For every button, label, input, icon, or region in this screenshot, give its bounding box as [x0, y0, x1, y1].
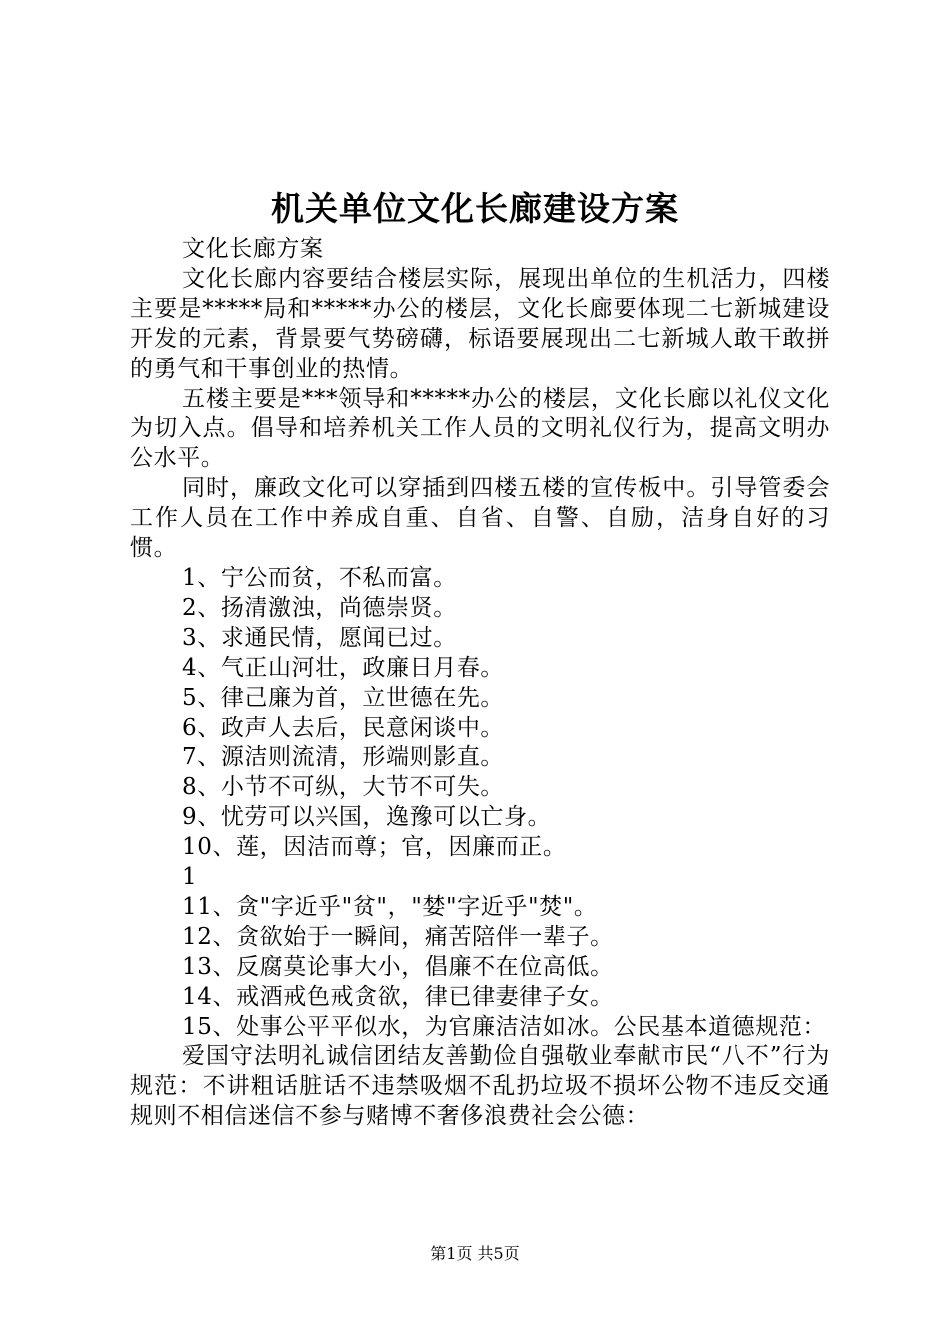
slogan-item: 9、忧劳可以兴国，逸豫可以亡身。 — [182, 804, 552, 831]
paragraph: 文化长廊内容要结合楼层实际，展现出单位的生机活力，四楼主要是*****局和*****办公的楼层，文化长廊要体现二七新城建设开发的元素，背景要气势磅礴，标语要展现出二七新城人敢干敢拼的勇气和干事创业的热情。 — [130, 265, 830, 382]
slogan-item: 7、源洁则流清，形端则影直。 — [182, 744, 505, 771]
document-title: 机关单位文化长廊建设方案 — [271, 189, 679, 228]
slogan-item: 10、莲，因洁而尊；官，因廉而正。 — [182, 834, 567, 861]
paragraph: 五楼主要是***领导和*****办公的楼层，文化长廊以礼仪文化为切入点。倡导和培养机关工作人员的文明礼仪行为，提高文明办公水平。 — [130, 385, 830, 472]
slogan-item: 6、政声人去后，民意闲谈中。 — [182, 714, 505, 741]
slogan-item: 1、宁公而贫，不私而富。 — [182, 564, 457, 591]
slogan-item: 12、贪欲始于一瞬间，痛苦陪伴一辈子。 — [182, 923, 614, 950]
stray-number: 1 — [182, 864, 198, 891]
paragraph: 同时，廉政文化可以穿插到四楼五楼的宣传板中。引导管委会工作人员在工作中养成自重、自省、自警、自励，洁身自好的习惯。 — [130, 475, 830, 562]
slogan-item: 14、戒酒戒色戒贪欲，律已律妻律子女。 — [182, 983, 614, 1010]
slogan-item: 11、贪"字近乎"贫"，"婪"字近乎"焚"。 — [182, 893, 598, 920]
page-footer: 第1页 共5页 — [430, 1244, 520, 1263]
section-heading: 文化长廊方案 — [182, 236, 324, 262]
document-body — [130, 235, 830, 1132]
slogan-item: 8、小节不可纵，大节不可失。 — [182, 774, 505, 801]
slogan-item: 15、处事公平平似水，为官廉洁洁如冰。公民基本道德规范： — [182, 1013, 827, 1040]
slogan-item: 4、气正山河壮，政廉日月春。 — [182, 654, 505, 681]
paragraph: 爱国守法明礼诚信团结友善勤俭自强敬业奉献市民“八不”行为规范：不讲粗话脏话不违禁吸烟不乱扔垃圾不损坏公物不违反交通规则不相信迷信不参与赌博不奢侈浪费社会公德： — [130, 1043, 830, 1130]
slogan-item: 2、扬清激浊，尚德崇贤。 — [182, 594, 457, 621]
slogan-item: 13、反腐莫论事大小，倡廉不在位高低。 — [182, 953, 614, 980]
slogan-item: 5、律己廉为首，立世德在先。 — [182, 684, 505, 711]
slogan-item: 3、求通民情，愿闻已过。 — [182, 624, 457, 651]
